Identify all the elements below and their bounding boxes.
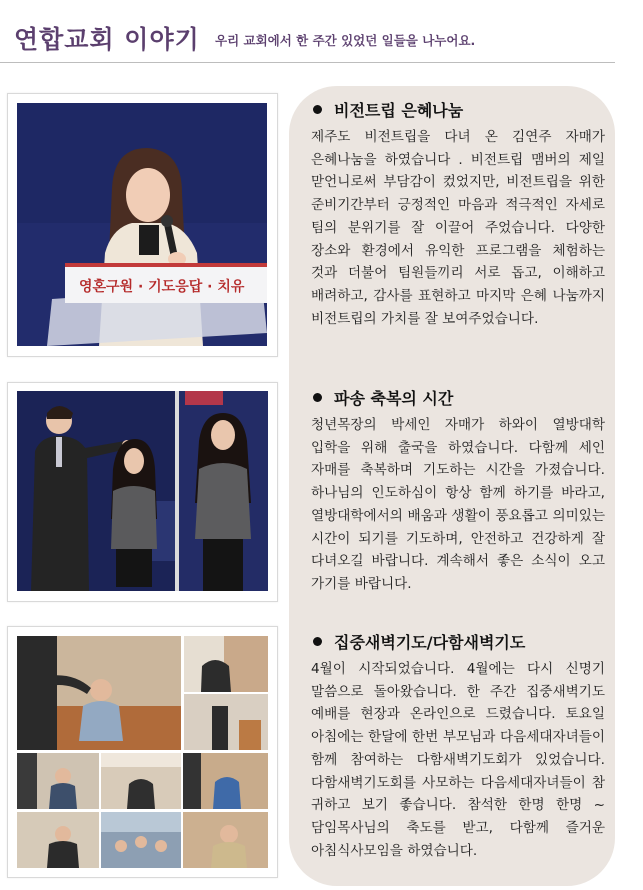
section-title bbox=[311, 98, 605, 120]
photo-blessing-prayer bbox=[17, 391, 268, 591]
section-title bbox=[311, 630, 605, 652]
section-title-text: 파송 축복의 시간 bbox=[334, 388, 454, 408]
section-title-text: 비전트립 은혜나눔 bbox=[334, 100, 464, 120]
photo-dawn-prayer-collage bbox=[17, 636, 268, 868]
header-divider bbox=[0, 62, 615, 63]
section-body: 청년목장의 박세인 자매가 하와이 열방대학 입학을 위해 출국을 하였습니다. 다함께 세인 자매를 축복하며 기도하는 시간을 가졌습니다. 하나님의 인도하심이 항상 함께 하기를 바라고, 열방대학에서의 배움과 생활이 풍요롭고 의미있는 시간이 되기를 기도하며, 안전하고 건강하게 잘 다녀오길 바랍니다. 계속해서 좋은 소식이 오고 가기를 바랍니다. bbox=[311, 417, 605, 592]
section-body: 4월이 시작되었습니다. 4월에는 다시 신명기 말씀으로 돌아왔습니다. 한 주간 집중새벽기도 예배를 현장과 온라인으로 드렸습니다. 토요일 아침에는 한달에 한번 부모님과 다음세대자녀들이 함께 참여하는 다함새벽기도회가 있었습니다. 다함새벽기도회를 사모하는 다음세대자녀들이 참 귀하고 보기 좋습니다. 참석한 한명 한명 ~ 담임목사님의 축도를 받고, 다함께 즐거운 아침식사모임을 하였습니다. bbox=[311, 661, 605, 859]
podium-banner-text: 영혼구원 · 기도응답 · 치유 bbox=[79, 279, 245, 295]
photo-vision-trip-speaker bbox=[17, 103, 267, 346]
photo-frame-vision-trip bbox=[7, 93, 278, 357]
photo-frame-blessing bbox=[7, 382, 278, 602]
section-title-text: 집중새벽기도/다함새벽기도 bbox=[334, 632, 526, 652]
section-title bbox=[311, 386, 605, 408]
page-header bbox=[0, 0, 643, 64]
section-blessing bbox=[311, 386, 605, 596]
speaker-illustration bbox=[17, 103, 267, 346]
section-body: 제주도 비전트립을 다녀 온 김연주 자매가 은혜나눔을 하였습니다 . 비전트립 맴버의 제일 맏언니로써 부담감이 컸었지만, 비전트립을 위한 준비기간부터 긍정적인 마음과 적극적인 자세로 팀의 분위기를 잘 이끌어 주었습니다. 다양한 장소와 환경에서 유익한 프로그램을 체험하는 것과 더불어 팀원들끼리 서로 돕고, 이해하고 배려하고, 감사를 표현하고 마지막 은혜 나눔까지 비전트립의 가치를 잘 보여주었습니다. bbox=[311, 129, 605, 327]
bullet-icon bbox=[313, 637, 322, 646]
section-dawn-prayer bbox=[311, 630, 605, 862]
bullet-icon bbox=[313, 105, 322, 114]
photo-frame-dawn-prayer bbox=[7, 626, 278, 878]
collage-illustration bbox=[17, 636, 268, 868]
page-title: 연합교회 이야기 bbox=[14, 25, 200, 54]
blessing-illustration bbox=[17, 391, 268, 591]
bullet-icon bbox=[313, 393, 322, 402]
section-vision-trip bbox=[311, 98, 605, 330]
page-subtitle: 우리 교회에서 한 주간 있었던 일들을 나누어요. bbox=[215, 33, 476, 48]
